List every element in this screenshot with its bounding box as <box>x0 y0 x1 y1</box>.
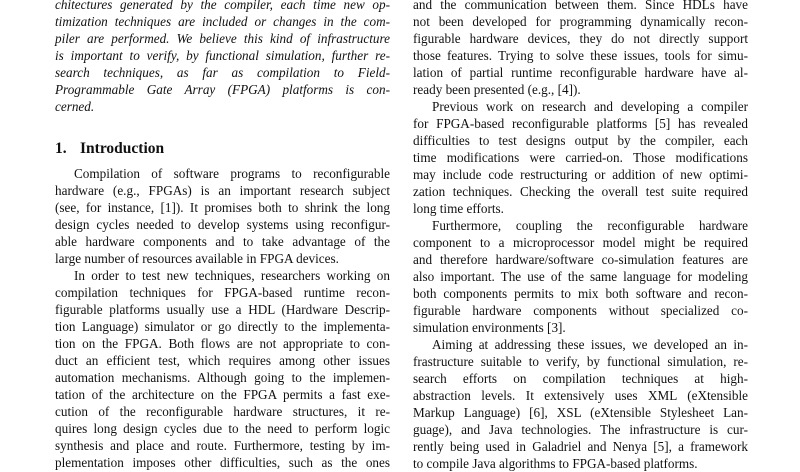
text-line: may include code restructuring or addition of new optimi- <box>413 167 748 182</box>
text-line: search efforts on compilation techniques at high- <box>413 371 748 386</box>
text-line: hardware (e.g., FPGAs) is an important research subject <box>55 183 390 198</box>
text-line: component to a microprocessor model might be required <box>413 235 748 250</box>
text-line: simulation environments [3]. <box>413 320 566 335</box>
text-line: difficulties to test designs output by the compiler, each <box>413 133 748 148</box>
section-title: Introduction <box>80 140 165 157</box>
text-line: automation mechanisms. Although going to the implemen- <box>55 370 390 385</box>
text-line: plementation imposes other difficulties, such as the ones <box>55 455 390 470</box>
text-line: compilation techniques for FPGA-based runtime recon- <box>55 285 390 300</box>
abstract-line: timization techniques are included or changes in the com- <box>55 14 390 29</box>
text-line: quires long design cycles due to the need to perform logic <box>55 421 390 436</box>
abstract-line: is important to verify, by functional simulation, further re- <box>55 48 390 63</box>
text-line: Previous work on research and developing a compiler <box>432 99 748 114</box>
text-line: to compile Java algorithms to FPGA-based platforms. <box>413 456 698 471</box>
text-line: also important. The use of the same language for modeling <box>413 269 748 284</box>
text-line: not been developed for programming dynamically recon- <box>413 14 748 29</box>
text-line: design cycles needed to develop systems using reconfigur- <box>55 217 390 232</box>
text-line: time modifications were carried-on. Those modifications <box>413 150 748 165</box>
abstract-line: cerned. <box>55 99 95 114</box>
text-line: for FPGA-based reconfigurable platforms [5] has revealed <box>413 116 748 131</box>
text-line: tion on the FPGA. Both flows are not appropriate to con- <box>55 336 390 351</box>
abstract-line: Programmable Gate Array (FPGA) platforms is con- <box>55 82 390 97</box>
text-line: abstraction levels. It extensively uses XML (eXtensible <box>413 388 748 403</box>
text-line: Aiming at addressing these issues, we developed an in- <box>432 337 748 352</box>
text-line: frastructure suitable to verify, by functional simulation, re- <box>413 354 748 369</box>
text-line: ready been presented (e.g., [4]). <box>413 82 581 97</box>
text-line: guage), and Java technologies. The infrastructure is cur- <box>413 422 748 437</box>
text-line: zation techniques. Checking the overall test suite required <box>413 184 748 199</box>
text-line: figurable hardware devices, they do not directly support <box>413 31 748 46</box>
text-line: able hardware components and to take advantage of the <box>55 234 390 249</box>
text-line: and therefore hardware/software co-simulation features are <box>413 252 748 267</box>
section-number: 1. <box>55 140 67 157</box>
text-line: and the communication between them. Since HDLs have <box>413 0 748 12</box>
text-line: those features. Trying to solve these issues, tools for simu- <box>413 48 748 63</box>
text-line: large number of resources available in FPGA devices. <box>55 251 339 266</box>
text-line: Compilation of software programs to reconfigurable <box>74 166 390 181</box>
text-line: Furthermore, coupling the reconfigurable hardware <box>432 218 748 233</box>
text-line: (see, for instance, [1]). It promises both to shrink the long <box>55 200 390 215</box>
text-line: lation of partial runtime reconfigurable hardware have al- <box>413 65 748 80</box>
text-line: synthesis and place and route. Furthermore, testing by im- <box>55 438 390 453</box>
abstract-line: chitectures generated by the compiler, each time new op- <box>55 0 390 12</box>
text-line: both components permits to mix both software and recon- <box>413 286 748 301</box>
text-line: tion Language) simulator or go directly to the implementa- <box>55 319 390 334</box>
text-line: duct an efficient test, which requires among other issues <box>55 353 390 368</box>
text-line: rently being used in Galadriel and Nenya [5], a framework <box>413 439 748 454</box>
text-line: tation of the architecture on the FPGA permits a fast exe- <box>55 387 390 402</box>
text-line: cution of the reconfigurable hardware structures, it re- <box>55 404 390 419</box>
text-line: figurable hardware components without specialized co- <box>413 303 748 318</box>
abstract-line: piler are performed. We believe this kind of infrastructure <box>55 31 390 46</box>
text-line: figurable platforms usually use a HDL (Hardware Descrip- <box>55 302 390 317</box>
abstract-line: search techniques, as far as compilation to Field- <box>55 65 390 80</box>
text-line: In order to test new techniques, researchers working on <box>74 268 390 283</box>
text-line: Markup Language) [6], XSL (eXtensible Stylesheet Lan- <box>413 405 748 420</box>
section-heading <box>55 139 164 159</box>
text-line: long time efforts. <box>413 201 504 216</box>
